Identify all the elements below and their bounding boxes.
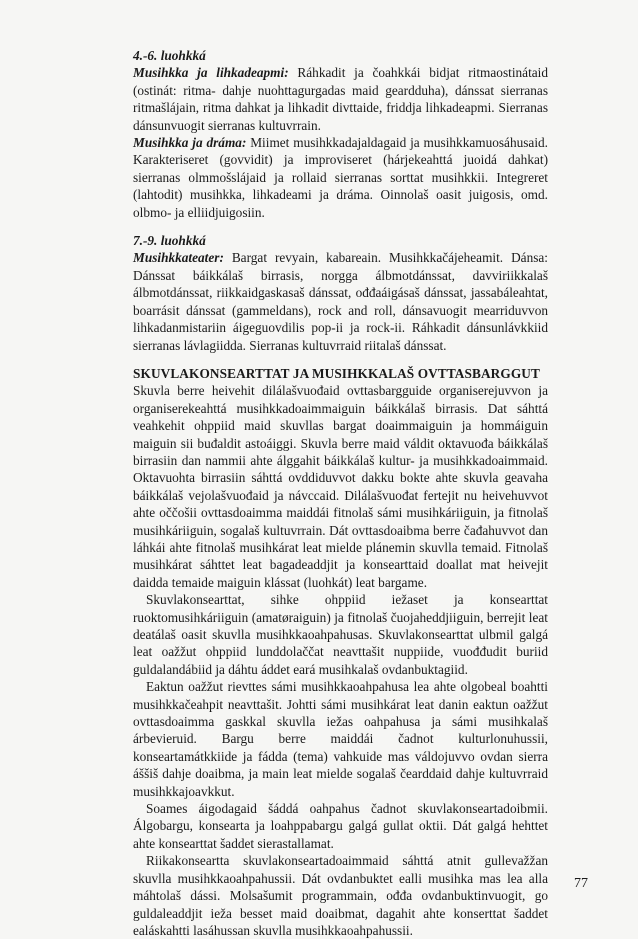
section-grades-4-6: [133, 47, 548, 221]
paragraph: [133, 249, 548, 353]
section-grades-7-9: [133, 232, 548, 354]
paragraph: Eaktun oažžut rievttes sámi musihkkaoahpahusa lea ahte olgobeal boahtti musihkkačeahpit neavttašit. Johtti sámi musihkárat leat danin eaktun oažžut ovttasdoaimma gaskkal skuvlla iežas oahpahusa ja sámi musihkalaš árbevieruid. Bargu berre maiddái čadnot kulturlonuhussii, konseartamátkkiide ja fádda (tema) vahkuide mas váldojuvvo ovdan sierra áššiš dahje doaibma, ja main leat mielde sogalaš čearddaid dahje kultuvrraid musihkkajoavkkut.: [133, 679, 548, 799]
paragraph-text: Miimet musihkkadajaldagaid ja musihkkamuosáhusaid. Karakteriseret (govvidit) ja improviseret (hárjekeahttá juoidá dahkat) sierranas olmmošslájaid ja rollaid sierranas sorttat musihkkii. Integreret (lahtodit) musihkka, lihkadeami ja dráma. Oinnolaš oasit juigosis, omd. olbmo- ja elliidjuigosiin.: [133, 135, 548, 220]
page-number: 77: [574, 876, 588, 891]
paragraph-lead: Musihkkateater:: [133, 250, 224, 266]
paragraph: Riikakonseartta skuvlakonseartadoaimmaid sáhttá atnit gullevažžan skuvlla musihkkaoahpahussii. Dát ovdanbuktet ealli musihka mas lea alla máhtolaš dássi. Molsašumit programmain, ođđa ovdanbuktinvuogit, go guldaleaddjit ieža besset maid doaibmat, dagahit ahte konserttat šaddet ealáskahtti lasáhussan skuvlla musihkkaoahpahussii.: [133, 853, 548, 938]
paragraph: [133, 134, 548, 221]
section-heading: 4.-6. luohkká: [133, 48, 206, 63]
paragraph-text: Bargat revyain, kabareain. Musihkkačájeheamit. Dánsa: Dánssat báikkálaš birrasis, norgga álbmotdánssat, davviriikkalaš álbmotdánssat, riikkaidgaskasaš dánssat, ođđaáigásaš dánssat, jassabáleahtat, boarrásit dánssat (gammeldans), rock and roll, dánsavuogit mearriduvvon lihkadanmistariin áigeguovdilis pop-ii ja rock-ii. Ráhkadit dánsunlávkkiid sierranas lávlagiidda. Sierranas kultuvrraid riitalaš dánssat.: [133, 250, 548, 353]
paragraph-text: Ráhkadit ja čoahkkái bidjat ritmaostinátaid (ostinát: ritma- dahje nuohttagurgadas maid geardduha), dánssat sierranas ritmašlájain, ritma dahkat ja lihkadit divttaide, friddja lihkadeapmi. Sierranas dánsunvuogit sierranas kultuvrrain.: [133, 65, 549, 133]
body-text: [133, 47, 548, 939]
paragraph: Soames áigodagaid šáddá oahpahus čadnot skuvlakonseartadoibmii. Álgobargu, konsearta ja loahppabargu galgá gullat oktii. Dát galgá hehttet ahte konsearttat šaddet sierastallamat.: [133, 801, 548, 851]
paragraph-lead: Musihkka ja dráma:: [133, 135, 247, 151]
paragraph: Skuvla berre heivehit dilálašvuođaid ovttasbargguide organiserejuvvon ja organiserekeahttá musihkkadoaimmaiguin báikkálaš birrasis. Dat sáhttá veahkehit ohppiid maid skuvllas bargat doaimmaiguin ja hommáiguin maiguin sii buđaldit astoáiggi. Skuvla berre maid váldit oktavuođa báikkálaš birrasiin dan nammii ahte álggahit báikkálaš kultur- ja musihkkadoaimmaid. Oktavuohta birrasiin sáhttá ovddiduvvot dakku bokte ahte skuvla geavaha báikkálaš vejolašvuođaid ja návccaid. Dilálašvuođat fertejit nu heivehuvvot ahte oččošii ovttasdoaimma maiddái fitnolaš sámi musihkáriiguin, ja fitnolaš musihkáriiguin, sogalaš kultuvrrain. Dát ovttasdoaibma berre čađahuvvot dan láhkái ahte fitnolaš musihkárat leat mielde plánemin skuvlla temaid. Fitnolaš musihkárat sáhttet leat bagadeaddjit ja konsearttaid doallat mat heivejit daidda temaide maiguin klássat (luohkát) leat bargame.: [133, 383, 548, 590]
paragraph: Skuvlakonsearttat, sihke ohppiid iežaset ja konsearttat ruoktomusihkáriiguin (amatøraiguin) ja fitnolaš čuojaheddjiiguin, berrejit leat deatálaš oasit skuvlla musihkkaoahpahusas. Skuvlakonsearttat ulbmil galgá leat oažžut ohppiid lunddolaččat neavttašit nuppiide, vuođđudit buriid guldalandábiid ja dáhtu áddet eará musihkalaš ovdanbuktagiid.: [133, 592, 548, 677]
paragraph-lead: Musihkka ja lihkadeapmi:: [133, 65, 289, 81]
section-title: SKUVLAKONSEARTTAT JA MUSIHKKALAŠ OVTTASBARGGUT: [133, 365, 540, 381]
paragraph: [133, 64, 548, 134]
section-school-concerts: [133, 365, 548, 939]
section-heading: 7.-9. luohkká: [133, 233, 206, 249]
